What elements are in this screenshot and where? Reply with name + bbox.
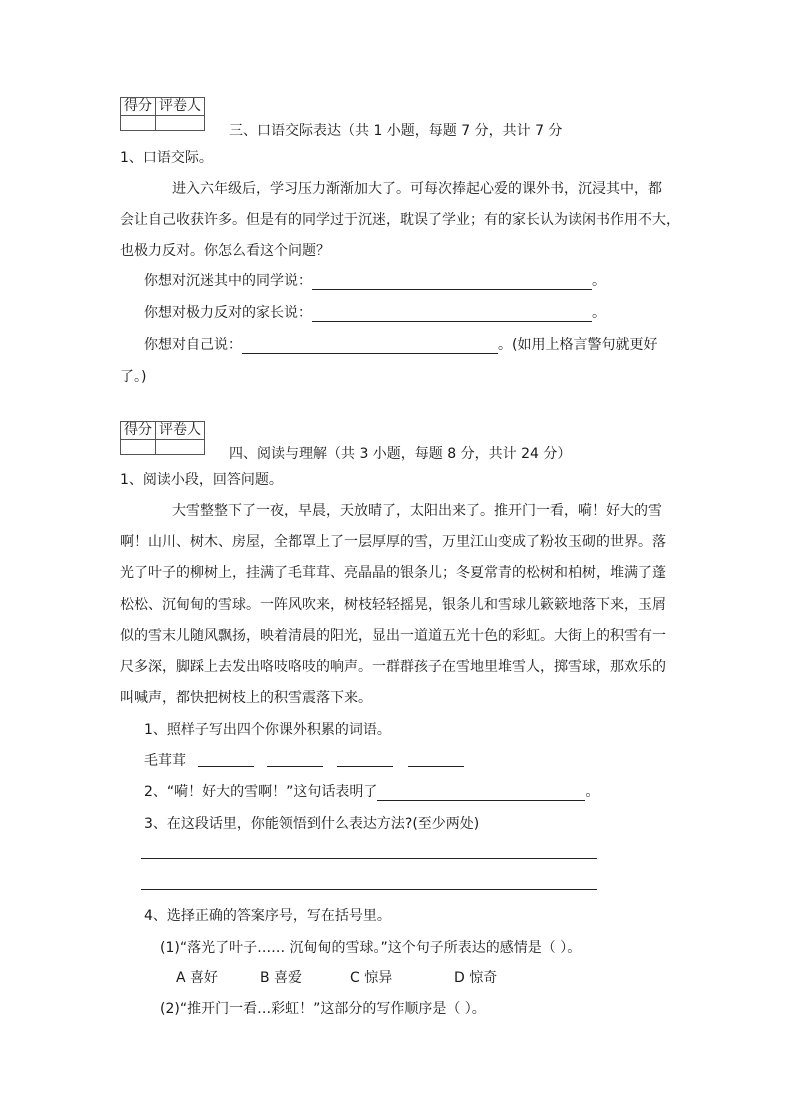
section3-paragraph-line-2: 会让自己收获许多。但是有的同学过于沉迷，耽误了学业；有的家长认为读闲书作用不大， xyxy=(120,212,680,228)
passage-line-6: 尺多深，脚踩上去发出咯吱咯吱的响声。一群群孩子在雪地里堆雪人，掷雪球，那欢乐的 xyxy=(120,659,666,675)
word-blank-2[interactable] xyxy=(267,766,323,767)
grader-label: 评卷人 xyxy=(156,422,205,440)
score-label: 得分 xyxy=(121,422,156,440)
section3-paragraph-line-1: 进入六年级后，学习压力渐渐加大了。可每次捧起心爱的课外书，沉浸其中，都 xyxy=(172,181,662,197)
prompt-self-continued: 了。) xyxy=(120,369,147,385)
word-blank-4[interactable] xyxy=(408,766,464,767)
score-cell[interactable] xyxy=(121,116,156,131)
prompt-parents xyxy=(144,302,606,322)
subquestion-4-2: (2)“推开门一看…彩虹！”这部分的写作顺序是（ ）。 xyxy=(160,1001,486,1017)
subquestion-2 xyxy=(144,781,599,801)
subquestion-3: 3、在这段话里，你能领悟到什么表达方法?(至少两处) xyxy=(144,816,480,832)
subquestion-1: 1、照样子写出四个你课外积累的词语。 xyxy=(144,722,391,738)
passage-line-3: 光了叶子的柳树上，挂满了毛茸茸、亮晶晶的银条儿；冬夏常青的松树和柏树，堆满了蓬 xyxy=(120,565,666,581)
section4-question-label: 1、阅读小段，回答问题。 xyxy=(120,472,283,488)
section3-question-label: 1、口语交际。 xyxy=(120,150,213,166)
score-table-1 xyxy=(120,97,205,131)
word-blank-1[interactable] xyxy=(198,766,254,767)
prompt-classmates-label: 你想对沉迷其中的同学说： xyxy=(144,273,312,289)
answer-line-sq3-2[interactable] xyxy=(141,889,597,890)
grader-cell[interactable] xyxy=(156,440,205,455)
prompt-parents-period: 。 xyxy=(592,305,606,321)
prompt-self-label: 你想对自己说： xyxy=(144,337,242,353)
prompt-parents-label: 你想对极力反对的家长说： xyxy=(144,305,312,321)
score-label: 得分 xyxy=(121,98,156,116)
grader-cell[interactable] xyxy=(156,116,205,131)
prompt-classmates-period: 。 xyxy=(592,273,606,289)
passage-line-2: 啊！山川、树木、房屋，全都罩上了一层厚厚的雪，万里江山变成了粉妆玉砌的世界。落 xyxy=(120,534,666,550)
subquestion-1-example-row xyxy=(144,750,186,770)
section3-paragraph-line-3: 也极力反对。你怎么看这个问题？ xyxy=(120,243,330,259)
score-cell[interactable] xyxy=(121,440,156,455)
subquestion-4: 4、选择正确的答案序号，写在括号里。 xyxy=(144,908,391,924)
answer-line-parents[interactable] xyxy=(312,321,592,322)
passage-line-5: 似的雪末儿随风飘扬，映着清晨的阳光，显出一道道五光十色的彩虹。大街上的积雪有一 xyxy=(120,628,666,644)
passage-line-1: 大雪整整下了一夜，早晨，天放晴了，太阳出来了。推开门一看，嗬！好大的雪 xyxy=(172,503,662,519)
section4-title: 四、阅读与理解（共 3 小题，每题 8 分，共计 24 分） xyxy=(229,446,572,462)
example-word: 毛茸茸 xyxy=(144,753,186,769)
subquestion-2-period: 。 xyxy=(585,784,600,800)
option-a[interactable]: A 喜好 xyxy=(176,970,219,986)
answer-line-sq2[interactable] xyxy=(377,800,585,801)
word-blank-3[interactable] xyxy=(337,766,393,767)
section3-title: 三、口语交际表达（共 1 小题，每题 7 分，共计 7 分 xyxy=(229,123,563,139)
subquestion-4-1: (1)“落光了叶子…… 沉甸甸的雪球。”这个句子所表达的感情是（ ）。 xyxy=(160,940,582,956)
answer-line-self[interactable] xyxy=(242,353,498,354)
option-c[interactable]: C 惊异 xyxy=(350,970,393,986)
grader-label: 评卷人 xyxy=(156,98,205,116)
option-d[interactable]: D 惊奇 xyxy=(454,970,498,986)
answer-line-sq3-1[interactable] xyxy=(141,858,597,859)
prompt-classmates xyxy=(144,270,606,290)
passage-line-7: 叫喊声，都快把树枝上的积雪震落下来。 xyxy=(120,690,372,706)
option-b[interactable]: B 喜爱 xyxy=(260,970,303,986)
prompt-self-tail: 。(如用上格言警句就更好 xyxy=(498,337,658,353)
subquestion-2-text: 2、“嗬！好大的雪啊！”这句话表明了 xyxy=(144,784,378,800)
answer-line-classmates[interactable] xyxy=(312,289,592,290)
passage-line-4: 松松、沉甸甸的雪球。一阵风吹来，树枝轻轻摇晃，银条儿和雪球儿簌簌地落下来，玉屑 xyxy=(120,597,666,613)
prompt-self xyxy=(144,334,657,354)
score-table-2 xyxy=(120,421,205,455)
